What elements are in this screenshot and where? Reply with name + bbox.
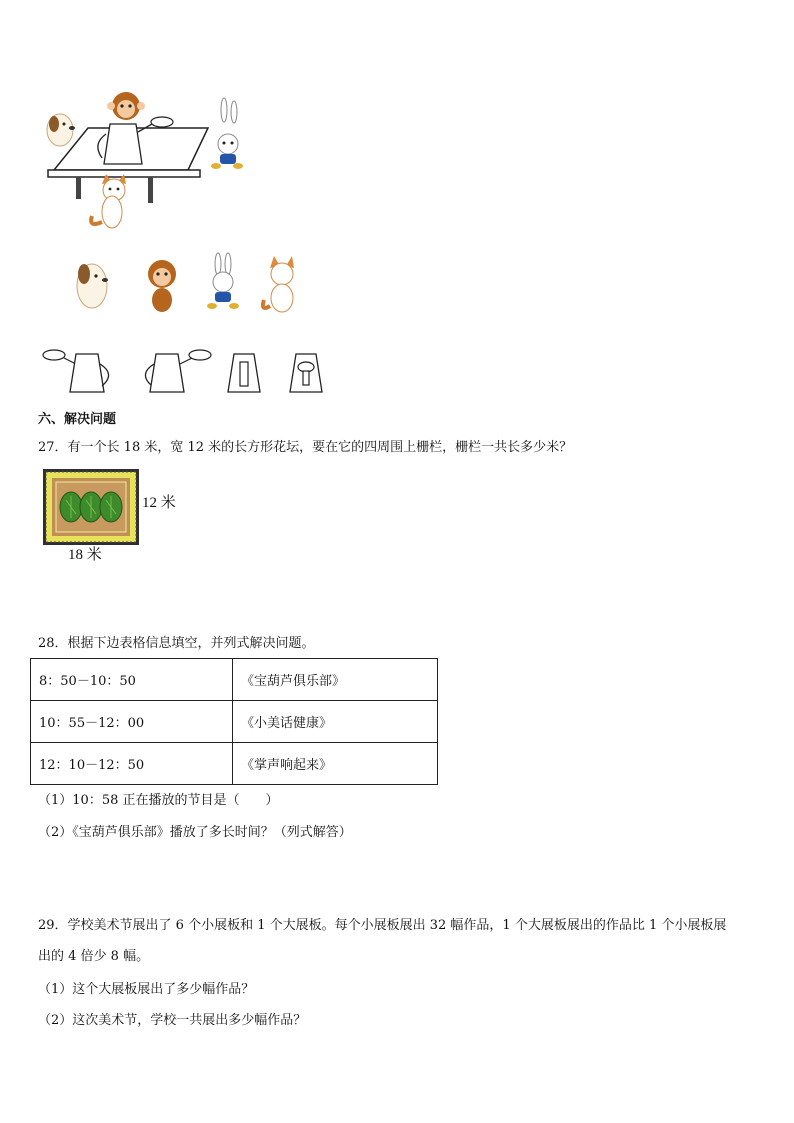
watering-can-view-2 <box>145 350 211 392</box>
dog-icon <box>77 264 108 308</box>
monkey-icon <box>107 92 145 120</box>
question-29-sub2: （2）这次美术节，学校一共展出多少幅作品？ <box>38 1013 307 1028</box>
watering-can-view-4 <box>290 354 322 392</box>
cat-icon <box>263 256 294 312</box>
table-scene-illustration <box>40 88 255 238</box>
width-label: 12 米 <box>142 495 176 511</box>
watering-can-view-1 <box>43 350 109 392</box>
question-28-text: 28．根据下边表格信息填空，并列式解决问题。 <box>38 636 315 651</box>
table-row <box>31 659 438 701</box>
table-row <box>31 701 438 743</box>
program-cell: 《宝葫芦俱乐部》 <box>233 659 438 701</box>
time-cell: 10：55－12：00 <box>31 701 233 743</box>
dog-icon <box>47 114 75 146</box>
question-29-sub1: （1）这个大展板展出了多少幅作品？ <box>38 982 255 997</box>
watering-can-view-3 <box>228 354 260 392</box>
section-heading: 六、解决问题 <box>38 412 117 427</box>
question-28-sub1: （1）10：58 正在播放的节目是（ ） <box>38 793 279 808</box>
monkey-icon <box>148 260 176 312</box>
rabbit-icon <box>207 253 239 309</box>
question-28-sub2: （2）《宝葫芦俱乐部》播放了多长时间？（列式解答） <box>38 825 352 840</box>
program-cell: 《掌声响起来》 <box>233 743 438 785</box>
cat-icon <box>91 174 126 228</box>
question-29-line2: 出的 4 倍少 8 幅。 <box>38 949 150 964</box>
table-row <box>31 743 438 785</box>
animal-options-row <box>66 252 316 316</box>
time-cell: 8：50－10：50 <box>31 659 233 701</box>
length-label: 18 米 <box>68 547 102 563</box>
question-27-text: 27．有一个长 18 米，宽 12 米的长方形花坛，要在它的四周围上栅栏，栅栏一共长多少米？ <box>38 440 573 455</box>
question-29-line1: 29．学校美术节展出了 6 个小展板和 1 个大展板。每个小展板展出 32 幅作品，1 个大展板展出的作品比 1 个小展板展 <box>38 918 727 933</box>
flower-bed-illustration <box>42 468 140 546</box>
view-options-row <box>40 346 340 398</box>
rabbit-icon <box>211 98 243 169</box>
program-cell: 《小美话健康》 <box>233 701 438 743</box>
schedule-table <box>30 658 438 785</box>
time-cell: 12：10－12：50 <box>31 743 233 785</box>
